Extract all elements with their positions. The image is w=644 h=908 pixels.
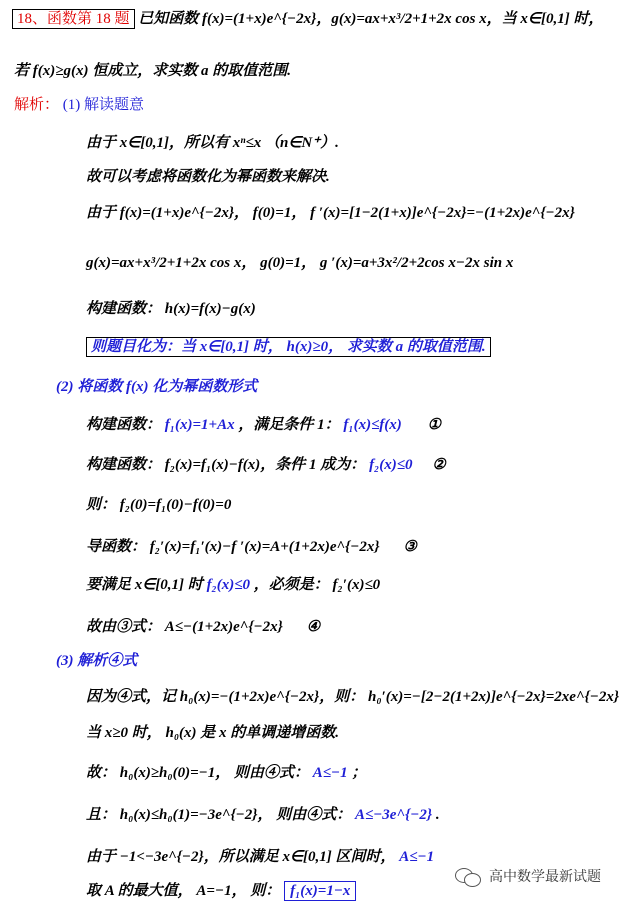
s3-line-3 (86, 762, 366, 784)
s2-l6-mark: ④ (306, 619, 321, 635)
s2-l2-mark: ② (432, 457, 446, 473)
s2-l1-mark: ① (427, 417, 441, 433)
s3-l4-end: . (435, 807, 440, 823)
s3-l4-prefix: 且： h₀(x)≤h₀(1)=−3e^{−2}， 则由④式： (86, 807, 352, 823)
problem-label: 18、函数第 18 题 (12, 9, 135, 29)
problem-text-1: 已知函数 f(x)=(1+x)e^{−2x}，g(x)=ax+x³/2+1+2x cos x，当 x∈[0,1] 时， (138, 11, 604, 27)
s2-l1-f1: f₁(x)=1+Ax (164, 417, 235, 433)
watermark (455, 866, 601, 886)
s2-line-6 (86, 616, 320, 638)
s2-line-2 (86, 454, 446, 476)
s2-l2-prefix: 构建函数： f₂(x)=f₁(x)−f(x)，条件 1 成为： (86, 457, 366, 473)
s1-line-4: g(x)=ax+x³/2+1+2x cos x， g(0)=1， g ′(x)=a+3x²/2+2cos x−2x sin x (86, 255, 514, 271)
s3-line-2: 当 x≥0 时， h₀(x) 是 x 的单调递增函数. (86, 725, 340, 741)
s3-l3-result: A≤−1 (312, 765, 348, 781)
s2-l4-mark: ③ (403, 539, 417, 555)
step1-title: (1) 解读题意 (62, 97, 145, 113)
s3-line-4 (86, 804, 440, 826)
watermark-text: 高中数学最新试题 (489, 869, 601, 885)
step3-title: (3) 解析④式 (56, 653, 138, 669)
analysis-header (14, 94, 144, 116)
s3-l3-end: ； (351, 765, 367, 781)
problem-line-2 (14, 60, 291, 82)
s2-line-1 (86, 414, 441, 436)
s2-l1-prefix: 构建函数： (86, 417, 162, 433)
s1-boxed-line (86, 336, 491, 358)
s3-l5-result: A≤−1 (399, 849, 435, 865)
problem-line-1 (12, 8, 603, 30)
s1-line-3: 由于 f(x)=(1+x)e^{−2x}， f(0)=1， f ′(x)=[1−2(1+x)]e^{−2x}=−(1+2x)e^{−2x} (86, 205, 575, 221)
s2-l1-mid: ，满足条件 1： (238, 417, 340, 433)
s3-line-1: 因为④式，记 h₀(x)=−(1+2x)e^{−2x}，则： h₀′(x)=−[2−2(1+2x)]e^{−2x}=2xe^{−2x} (86, 689, 620, 705)
s3-l4-result: A≤−3e^{−2} (354, 807, 433, 823)
s2-l4-text: 导函数： f₂′(x)=f₁′(x)−f ′(x)=A+(1+2x)e^{−2x} (86, 539, 380, 555)
s3-l6-boxed: f₁(x)=1−x (284, 881, 356, 901)
s2-line-4 (86, 536, 417, 558)
wechat-icon (455, 866, 481, 886)
step2-title: (2) 将函数 f(x) 化为幂函数形式 (56, 379, 258, 395)
s3-l3-prefix: 故： h₀(x)≥h₀(0)=−1， 则由④式： (86, 765, 309, 781)
s1-line-2: 故可以考虑将函数化为幂函数来解决. (86, 169, 330, 185)
s2-line-5 (86, 574, 380, 596)
s3-l6-prefix: 取 A 的最大值， A=−1， 则： (86, 883, 281, 899)
s3-line-5 (86, 846, 434, 868)
s2-l2-cond: f₂(x)≤0 (369, 457, 413, 473)
s1-line-1: 由于 x∈[0,1]，所以有 xⁿ≤x （n∈N⁺）. (86, 135, 339, 151)
s2-l5-prefix: 要满足 x∈[0,1] 时 (86, 577, 203, 593)
s3-l5-prefix: 由于 −1<−3e^{−2}，所以满足 x∈[0,1] 区间时， (86, 849, 396, 865)
s1-boxed-statement: 则题目化为：当 x∈[0,1] 时， h(x)≥0， 求实数 a 的取值范围. (86, 337, 491, 357)
s2-l5-suffix: ，必须是： f₂′(x)≤0 (253, 577, 381, 593)
analysis-label: 解析： (14, 97, 60, 113)
s2-line-3: 则： f₂(0)=f₁(0)−f(0)=0 (86, 497, 232, 513)
s3-line-6 (86, 880, 356, 902)
s2-l1-cond: f₁(x)≤f(x) (343, 417, 402, 433)
s1-line-5: 构建函数： h(x)=f(x)−g(x) (86, 301, 256, 317)
problem-text-2: 若 f(x)≥g(x) 恒成立，求实数 a 的取值范围. (14, 63, 291, 79)
s2-l5-cond: f₂(x)≤0 (206, 577, 251, 593)
s2-l6-text: 故由③式： A≤−(1+2x)e^{−2x} (86, 619, 283, 635)
